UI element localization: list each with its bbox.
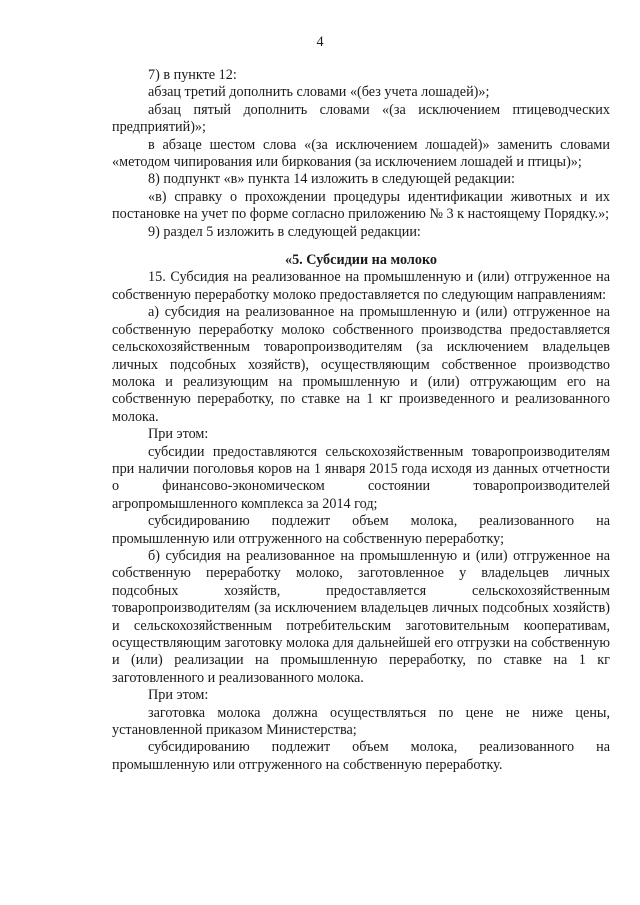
paragraph: При этом:: [148, 687, 209, 704]
paragraph: в абзаце шестом слова «(за исключением лошадей)» заменить словами «методом чипирования или биркования (за исключением лошадей и птицы)»;: [112, 136, 610, 171]
section-heading: «5. Субсидии на молоко: [284, 252, 438, 269]
amendment-item-7: 7) в пункте 12:: [148, 67, 237, 83]
document-body: [112, 67, 610, 774]
page-number: 4: [316, 34, 324, 50]
paragraph: абзац третий дополнить словами «(без учета лошадей)»;: [148, 84, 490, 101]
amendment-item-9: 9) раздел 5 изложить в следующей редакции:: [148, 223, 421, 240]
paragraph: субсидированию подлежит объем молока, реализованного на промышленную или отгруженного на собственную переработку;: [112, 513, 610, 547]
paragraph: При этом:: [148, 426, 209, 443]
paragraph: субсидии предоставляются сельскохозяйственным товаропроизводителям при наличии поголовья коров на 1 января 2015 года исходя из данных отчетности о финансово-экономическом состоянии товаропроизводителей агропромышленного комплекса за 2014 год;: [112, 443, 610, 512]
subclause-b: б) субсидия на реализованное на промышленную и (или) отгруженное на собственную переработку молоко, заготовленное у владельцев личных подсобных хозяйств, предоставляется сельскохозяйственным товаропроизводителям (за исключением владельцев личных подсобных хозяйств) и сельскохозяйственным потребительским заготовительным кооперативам, осуществляющим заготовку молока для дальнейшей его отгрузки на собственную и (или) реализации на промышленную переработку, по ставке на 1 кг заготовленного и реализованного молока.: [112, 547, 610, 686]
clause-15: 15. Субсидия на реализованное на промышленную и (или) отгруженное на собственную переработку молоко предоставляется по следующим направлениям:: [112, 269, 610, 303]
paragraph: субсидированию подлежит объем молока, реализованного на промышленную или отгруженного на собственную переработку.: [112, 739, 610, 773]
amendment-item-8: 8) подпункт «в» пункта 14 изложить в следующей редакции:: [148, 171, 515, 188]
paragraph: заготовка молока должна осуществляться по цене не ниже цены, установленной приказом Министерства;: [112, 704, 610, 739]
subclause-a: а) субсидия на реализованное на промышленную и (или) отгруженное на собственную переработку молоко собственного производства предоставляется сельскохозяйственным товаропроизводителям (за исключением владельцев личных подсобных хозяйств), осуществляющим собственное производство молока и реализующим на промышленную и (или) отгружающим его на собственную переработку, по ставке на 1 кг произведенного и реализованного молока.: [112, 304, 610, 425]
paragraph: абзац пятый дополнить словами «(за исключением птицеводческих предприятий)»;: [112, 101, 610, 136]
paragraph: «в) справку о прохождении процедуры идентификации животных и их постановке на учет по форме согласно приложению № 3 к настоящему Порядку.»;: [112, 188, 610, 223]
